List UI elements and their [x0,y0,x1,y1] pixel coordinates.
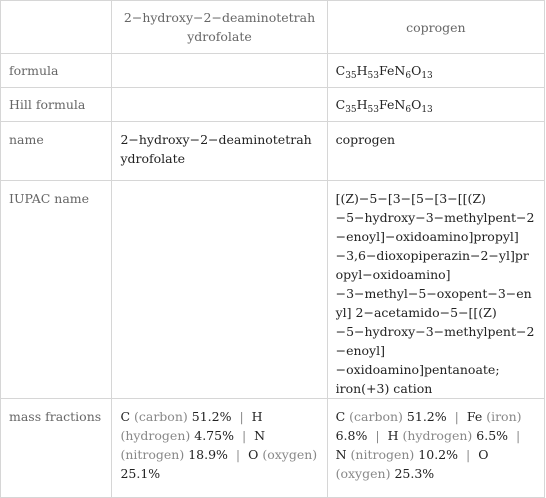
element-symbol: C [120,409,131,424]
element-name: (oxygen) [335,466,391,481]
separator: | [241,428,247,443]
element-name: (oxygen) [262,447,318,462]
formula-element: H [356,97,368,112]
element-fraction: 6.5% [476,428,509,443]
element-fraction: 10.2% [418,447,459,462]
iupac-cell-compound-1 [112,181,327,399]
element-fraction: 51.2% [191,409,232,424]
header-row [1,1,545,54]
element-name: (nitrogen) [120,447,185,462]
name-cell-compound-2: coprogen [327,122,544,181]
formula-cell-compound-1 [112,54,327,88]
mass-fractions-cell-compound-2 [327,399,544,498]
separator: | [454,409,459,424]
iupac-cell-compound-2: [(Z)−5−[3−[5−[3−[[(Z)−5−hydroxy−3−methylpent−2−enoyl]−oxidoamino]propyl]−3,6−dioxopiperazin−2−yl]propyl−oxidoamino]−3−methyl−5−oxopent−3−enyl] 2−acetamido−5−[[(Z)−5−hydroxy−3−methylpent−2−enoyl]−oxidoamino]pentanoate; iron(+3) cation [327,181,544,399]
formula-element: FeN [379,63,406,78]
element-name: (hydrogen) [402,428,473,443]
formula-element: O [411,97,422,112]
element-fraction: 6.8% [335,428,368,443]
table-row-iupac-name [1,181,545,399]
separator: | [466,447,471,462]
element-name: (iron) [486,409,522,424]
table-row-name [1,122,545,181]
row-label-mass-fractions: mass fractions [1,399,112,498]
formula-subscript: 13 [421,71,433,81]
formula-element: C [335,97,346,112]
header-cell-empty [1,1,112,54]
formula-element: C [335,63,346,78]
header-cell-compound-1: 2−hydroxy−2−deaminotetrahydrofolate [112,1,327,54]
formula-subscript: 35 [345,71,357,81]
formula-subscript: 53 [367,105,379,115]
hill-formula-cell-compound-2 [327,88,544,122]
row-label-hill-formula: Hill formula [1,88,112,122]
row-label-formula: formula [1,54,112,88]
separator: | [235,447,241,462]
formula-subscript: 53 [367,71,379,81]
formula-subscript: 6 [405,71,412,81]
element-symbol: O [478,447,489,462]
formula-element: H [356,63,368,78]
element-name: (carbon) [134,409,188,424]
element-symbol: Fe [466,409,483,424]
element-symbol: N [335,447,347,462]
table-row-formula [1,54,545,88]
header-cell-compound-2: coprogen [327,1,544,54]
element-name: (carbon) [349,409,403,424]
row-label-name: name [1,122,112,181]
separator: | [375,428,380,443]
row-label-iupac-name: IUPAC name [1,181,112,399]
table-row-hill-formula [1,88,545,122]
element-symbol: H [251,409,263,424]
element-name: (nitrogen) [350,447,415,462]
separator: | [516,428,521,443]
element-symbol: C [335,409,346,424]
element-fraction: 25.3% [394,466,435,481]
element-fraction: 51.2% [406,409,447,424]
element-symbol: O [248,447,259,462]
formula-subscript: 13 [421,105,433,115]
mass-fractions-cell-compound-1 [112,399,327,498]
separator: | [239,409,244,424]
formula-element: O [411,63,422,78]
hill-formula-cell-compound-1 [112,88,327,122]
element-fraction: 18.9% [188,447,228,462]
element-name: (hydrogen) [120,428,191,443]
formula-subscript: 35 [345,105,357,115]
formula-subscript: 6 [405,105,412,115]
formula-cell-compound-2 [327,54,544,88]
formula-element: FeN [379,97,406,112]
element-fraction: 25.1% [120,466,161,481]
element-symbol: N [254,428,266,443]
element-symbol: H [387,428,399,443]
name-cell-compound-1: 2−hydroxy−2−deaminotetrahydrofolate [112,122,327,181]
table-row-mass-fractions [1,399,545,498]
element-fraction: 4.75% [194,428,234,443]
